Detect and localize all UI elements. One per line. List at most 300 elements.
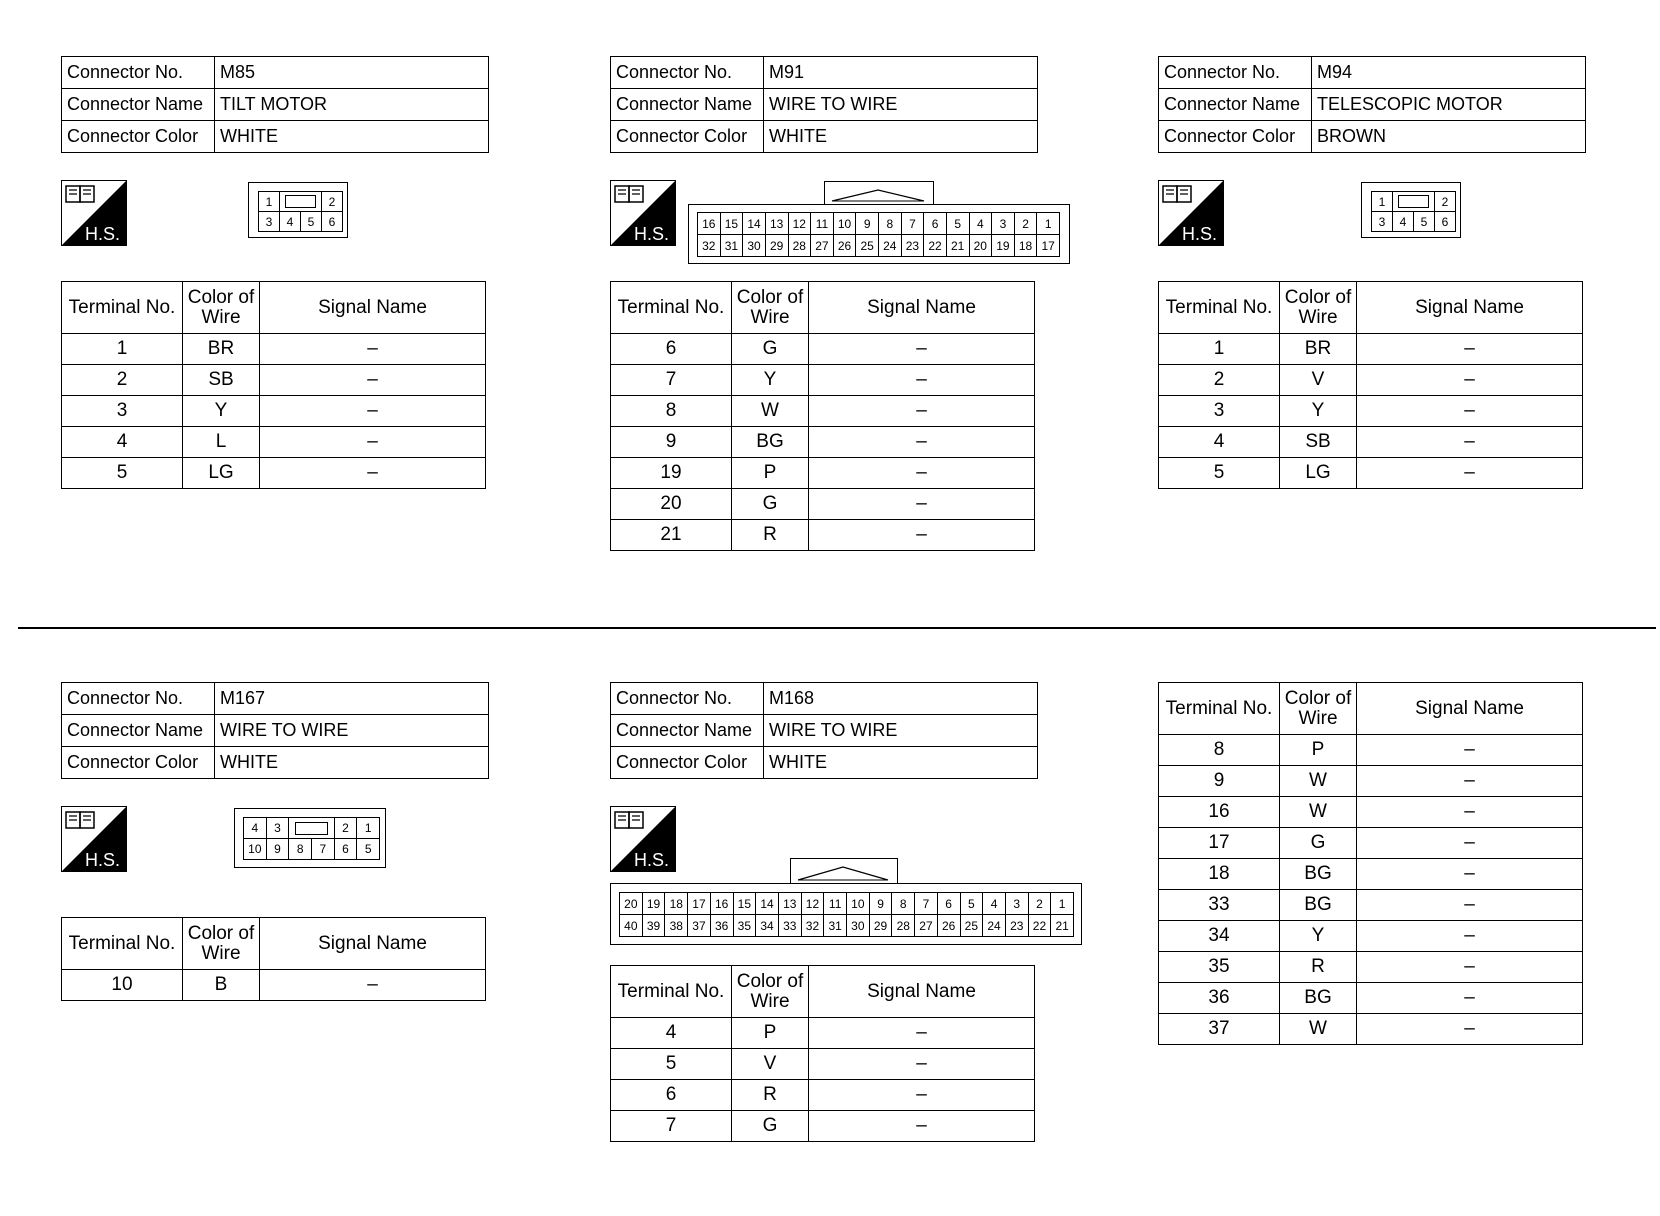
connector-info-m94	[1158, 56, 1586, 153]
connector-pin: 23	[902, 235, 925, 257]
connector-pin: 28	[789, 235, 812, 257]
connector-pin: 12	[789, 213, 812, 235]
hs-label: H.S.	[634, 850, 670, 870]
connector-info-table	[610, 56, 1038, 153]
header-signal-name: Signal Name	[260, 282, 486, 334]
signal-name-cell: –	[809, 365, 1035, 396]
connector-pin: 21	[1051, 915, 1074, 937]
hs-symbol-icon	[610, 806, 676, 872]
wire-color-cell: BG	[732, 427, 809, 458]
wire-color-cell: W	[732, 396, 809, 427]
connector-pin: 9	[870, 893, 893, 915]
terminal-no-cell: 36	[1159, 983, 1280, 1014]
connector-pin: 31	[721, 235, 744, 257]
header-color-of-wire: Color of Wire	[732, 966, 809, 1018]
terminal-no-cell: 1	[1159, 334, 1280, 365]
wire-color-cell: P	[732, 458, 809, 489]
connector-pin: 35	[734, 915, 757, 937]
connector-pin: 12	[802, 893, 825, 915]
terminal-no-cell: 10	[62, 970, 183, 1001]
signal-name-cell: –	[1357, 952, 1583, 983]
terminal-no-cell: 35	[1159, 952, 1280, 983]
signal-name-cell: –	[1357, 859, 1583, 890]
connector-pin: 39	[643, 915, 666, 937]
connector-pin: 19	[992, 235, 1015, 257]
label-connector-name: Connector Name	[1159, 89, 1312, 121]
header-terminal-no: Terminal No.	[1159, 282, 1280, 334]
hs-symbol-icon	[1158, 180, 1224, 246]
signal-name-cell: –	[260, 458, 486, 489]
connector-pin: 3	[259, 212, 280, 232]
table-row	[611, 1049, 1035, 1080]
wire-color-cell: G	[1280, 828, 1357, 859]
header-signal-name: Signal Name	[809, 966, 1035, 1018]
wire-color-cell: BR	[183, 334, 260, 365]
connector-info-table	[610, 682, 1038, 779]
connector-pin: 6	[938, 893, 961, 915]
connector-pin: 4	[280, 212, 301, 232]
signal-name-cell: –	[260, 334, 486, 365]
connector-face-m85	[248, 182, 348, 238]
terminal-no-cell: 7	[611, 1111, 732, 1142]
signal-name-cell: –	[1357, 458, 1583, 489]
terminal-no-cell: 4	[1159, 427, 1280, 458]
connector-pin: 13	[779, 893, 802, 915]
signal-name-cell: –	[809, 458, 1035, 489]
connector-pin: 18	[1015, 235, 1038, 257]
signal-name-cell: –	[1357, 797, 1583, 828]
connector-pin: 2	[322, 192, 343, 212]
connector-pin: 32	[802, 915, 825, 937]
connector-info-m167	[61, 682, 489, 779]
terminal-no-cell: 33	[1159, 890, 1280, 921]
connector-pin: 5	[301, 212, 322, 232]
connector-pin: 21	[947, 235, 970, 257]
connector-pin: 1	[1037, 213, 1060, 235]
terminal-no-cell: 4	[611, 1018, 732, 1049]
pin-grid	[1371, 191, 1456, 232]
connector-pin: 29	[870, 915, 893, 937]
signal-name-cell: –	[1357, 365, 1583, 396]
header-terminal-no: Terminal No.	[62, 282, 183, 334]
label-connector-name: Connector Name	[611, 715, 764, 747]
connector-pin: 8	[879, 213, 902, 235]
table-row	[611, 489, 1035, 520]
label-connector-name: Connector Name	[611, 89, 764, 121]
connector-pin: 10	[847, 893, 870, 915]
table-row	[1159, 921, 1583, 952]
connector-name: WIRE TO WIRE	[215, 715, 489, 747]
connector-pin: 11	[824, 893, 847, 915]
terminal-no-cell: 5	[611, 1049, 732, 1080]
label-connector-no: Connector No.	[1159, 57, 1312, 89]
label-connector-color: Connector Color	[611, 121, 764, 153]
connector-pin: 18	[665, 893, 688, 915]
signal-name-cell: –	[809, 1018, 1035, 1049]
connector-pin: 20	[620, 893, 643, 915]
connector-pin: 36	[711, 915, 734, 937]
table-row	[611, 427, 1035, 458]
connector-info-m91	[610, 56, 1038, 153]
label-connector-name: Connector Name	[62, 715, 215, 747]
terminal-no-cell: 7	[611, 365, 732, 396]
connector-no: M85	[215, 57, 489, 89]
table-row	[611, 520, 1035, 551]
connector-pin: 5	[961, 893, 984, 915]
terminal-table-m91	[610, 281, 1035, 551]
connector-pin: 40	[620, 915, 643, 937]
hs-label: H.S.	[85, 850, 121, 870]
wire-color-cell: V	[1280, 365, 1357, 396]
connector-lock-slot	[289, 818, 334, 839]
terminal-no-cell: 16	[1159, 797, 1280, 828]
table-row	[611, 1018, 1035, 1049]
connector-pin: 7	[312, 839, 335, 860]
connector-pin: 6	[335, 839, 358, 860]
terminal-no-cell: 2	[62, 365, 183, 396]
signal-name-cell: –	[1357, 396, 1583, 427]
terminal-table-m167	[61, 917, 486, 1001]
connector-pin: 5	[1414, 212, 1435, 232]
terminal-table-m168-continued	[1158, 682, 1583, 1045]
terminal-no-cell: 6	[611, 334, 732, 365]
connector-info-m168	[610, 682, 1038, 779]
table-row	[611, 1080, 1035, 1111]
terminal-no-cell: 2	[1159, 365, 1280, 396]
terminal-table	[1158, 281, 1583, 489]
terminal-no-cell: 3	[62, 396, 183, 427]
terminal-no-cell: 5	[1159, 458, 1280, 489]
terminal-table-m85	[61, 281, 486, 489]
connector-pin: 29	[766, 235, 789, 257]
wire-color-cell: Y	[732, 365, 809, 396]
signal-name-cell: –	[1357, 921, 1583, 952]
signal-name-cell: –	[1357, 1014, 1583, 1045]
signal-name-cell: –	[1357, 828, 1583, 859]
table-row	[1159, 983, 1583, 1014]
connector-pin: 20	[970, 235, 993, 257]
table-row	[1159, 427, 1583, 458]
signal-name-cell: –	[809, 427, 1035, 458]
wire-color-cell: G	[732, 1111, 809, 1142]
connector-pin: 17	[688, 893, 711, 915]
connector-info-table	[61, 56, 489, 153]
connector-pin: 10	[244, 839, 267, 860]
header-color-of-wire: Color of Wire	[1280, 282, 1357, 334]
wire-color-cell: Y	[183, 396, 260, 427]
wire-color-cell: BG	[1280, 890, 1357, 921]
hs-label: H.S.	[1182, 224, 1218, 244]
connector-pin: 6	[322, 212, 343, 232]
wire-color-cell: G	[732, 334, 809, 365]
signal-name-cell: –	[1357, 983, 1583, 1014]
table-row	[1159, 828, 1583, 859]
header-color-of-wire: Color of Wire	[183, 918, 260, 970]
table-row	[62, 396, 486, 427]
terminal-table-m94	[1158, 281, 1583, 489]
terminal-no-cell: 5	[62, 458, 183, 489]
connector-no: M91	[764, 57, 1038, 89]
label-connector-color: Connector Color	[1159, 121, 1312, 153]
pin-grid	[243, 817, 380, 860]
connector-info-table	[61, 682, 489, 779]
terminal-no-cell: 6	[611, 1080, 732, 1111]
terminal-table	[61, 917, 486, 1001]
connector-pin: 2	[335, 818, 358, 839]
table-row	[1159, 890, 1583, 921]
connector-pin: 25	[961, 915, 984, 937]
connector-no: M168	[764, 683, 1038, 715]
connector-pin: 9	[856, 213, 879, 235]
terminal-table	[610, 965, 1035, 1142]
terminal-no-cell: 8	[611, 396, 732, 427]
connector-pin: 4	[244, 818, 267, 839]
connector-pin: 27	[915, 915, 938, 937]
connector-color: WHITE	[215, 747, 489, 779]
connector-color: BROWN	[1312, 121, 1586, 153]
signal-name-cell: –	[1357, 766, 1583, 797]
table-row	[611, 1111, 1035, 1142]
connector-pin: 7	[915, 893, 938, 915]
connector-pin: 19	[643, 893, 666, 915]
key-chevron-icon	[830, 187, 926, 205]
connector-pin: 4	[983, 893, 1006, 915]
header-signal-name: Signal Name	[1357, 683, 1583, 735]
wire-color-cell: R	[1280, 952, 1357, 983]
hs-symbol-icon	[61, 180, 127, 246]
wire-color-cell: Y	[1280, 396, 1357, 427]
table-row	[1159, 735, 1583, 766]
hs-symbol-icon	[610, 180, 676, 246]
label-connector-no: Connector No.	[611, 683, 764, 715]
harness-side-icon	[1158, 180, 1224, 246]
connector-info-m85	[61, 56, 489, 153]
signal-name-cell: –	[260, 970, 486, 1001]
terminal-no-cell: 34	[1159, 921, 1280, 952]
terminal-no-cell: 37	[1159, 1014, 1280, 1045]
header-signal-name: Signal Name	[809, 282, 1035, 334]
connector-pin: 37	[688, 915, 711, 937]
wire-color-cell: P	[732, 1018, 809, 1049]
connector-pin: 3	[1372, 212, 1393, 232]
terminal-table-m168	[610, 965, 1035, 1142]
connector-name: TELESCOPIC MOTOR	[1312, 89, 1586, 121]
signal-name-cell: –	[260, 365, 486, 396]
connector-name: WIRE TO WIRE	[764, 715, 1038, 747]
table-row	[62, 458, 486, 489]
table-row	[1159, 952, 1583, 983]
connector-pin: 8	[892, 893, 915, 915]
connector-pin: 6	[1435, 212, 1456, 232]
terminal-no-cell: 21	[611, 520, 732, 551]
terminal-no-cell: 1	[62, 334, 183, 365]
connector-color: WHITE	[764, 121, 1038, 153]
wire-color-cell: V	[732, 1049, 809, 1080]
harness-side-icon	[61, 806, 127, 872]
signal-name-cell: –	[809, 1080, 1035, 1111]
lock-tab-icon	[1398, 195, 1429, 207]
wire-color-cell: G	[732, 489, 809, 520]
table-row	[1159, 365, 1583, 396]
wire-color-cell: L	[183, 427, 260, 458]
connector-pin: 31	[824, 915, 847, 937]
connector-pin: 25	[856, 235, 879, 257]
connector-pin: 23	[1006, 915, 1029, 937]
hs-label: H.S.	[85, 224, 121, 244]
connector-pin: 2	[1029, 893, 1052, 915]
connector-pin: 16	[698, 213, 721, 235]
connector-pin: 16	[711, 893, 734, 915]
connector-color: WHITE	[764, 747, 1038, 779]
harness-side-icon	[610, 180, 676, 246]
terminal-no-cell: 19	[611, 458, 732, 489]
connector-pin: 26	[938, 915, 961, 937]
header-color-of-wire: Color of Wire	[732, 282, 809, 334]
terminal-no-cell: 9	[611, 427, 732, 458]
wire-color-cell: BG	[1280, 983, 1357, 1014]
header-terminal-no: Terminal No.	[62, 918, 183, 970]
terminal-no-cell: 20	[611, 489, 732, 520]
connector-pin: 10	[834, 213, 857, 235]
connector-pin: 17	[1037, 235, 1060, 257]
wire-color-cell: LG	[1280, 458, 1357, 489]
connector-pin: 1	[1372, 192, 1393, 212]
connector-pin: 9	[267, 839, 290, 860]
table-row	[611, 334, 1035, 365]
connector-face-m91	[688, 204, 1070, 264]
table-row	[62, 970, 486, 1001]
connector-pin: 28	[892, 915, 915, 937]
connector-pin: 5	[947, 213, 970, 235]
header-terminal-no: Terminal No.	[611, 966, 732, 1018]
pin-grid	[619, 892, 1074, 937]
connector-name: WIRE TO WIRE	[764, 89, 1038, 121]
connector-name: TILT MOTOR	[215, 89, 489, 121]
terminal-no-cell: 8	[1159, 735, 1280, 766]
wire-color-cell: B	[183, 970, 260, 1001]
signal-name-cell: –	[1357, 735, 1583, 766]
connector-pin: 24	[983, 915, 1006, 937]
header-color-of-wire: Color of Wire	[183, 282, 260, 334]
signal-name-cell: –	[809, 396, 1035, 427]
terminal-table	[61, 281, 486, 489]
wire-color-cell: P	[1280, 735, 1357, 766]
connector-color: WHITE	[215, 121, 489, 153]
connector-pin: 38	[665, 915, 688, 937]
table-row	[62, 334, 486, 365]
table-row	[1159, 458, 1583, 489]
table-row	[1159, 334, 1583, 365]
connector-no: M167	[215, 683, 489, 715]
hs-symbol-icon	[61, 806, 127, 872]
hs-label: H.S.	[634, 224, 670, 244]
wire-color-cell: R	[732, 520, 809, 551]
header-signal-name: Signal Name	[1357, 282, 1583, 334]
table-row	[62, 365, 486, 396]
lock-tab-icon	[295, 822, 328, 835]
lock-tab-icon	[285, 195, 316, 207]
connector-pin: 3	[992, 213, 1015, 235]
header-color-of-wire: Color of Wire	[1280, 683, 1357, 735]
wire-color-cell: LG	[183, 458, 260, 489]
wire-color-cell: BR	[1280, 334, 1357, 365]
terminal-no-cell: 18	[1159, 859, 1280, 890]
connector-pin: 3	[1006, 893, 1029, 915]
connector-pin: 32	[698, 235, 721, 257]
connector-pin: 13	[766, 213, 789, 235]
signal-name-cell: –	[809, 334, 1035, 365]
connector-pin: 4	[970, 213, 993, 235]
signal-name-cell: –	[1357, 890, 1583, 921]
connector-info-table	[1158, 56, 1586, 153]
header-terminal-no: Terminal No.	[1159, 683, 1280, 735]
connector-pin: 14	[756, 893, 779, 915]
signal-name-cell: –	[809, 1111, 1035, 1142]
connector-pin: 15	[734, 893, 757, 915]
wire-color-cell: W	[1280, 766, 1357, 797]
connector-pin: 2	[1015, 213, 1038, 235]
signal-name-cell: –	[809, 520, 1035, 551]
connector-pin: 1	[357, 818, 380, 839]
connector-face-m167	[234, 808, 386, 868]
connector-pin: 8	[289, 839, 312, 860]
table-row	[1159, 396, 1583, 427]
wire-color-cell: W	[1280, 797, 1357, 828]
connector-pin: 33	[779, 915, 802, 937]
connector-face-m94	[1361, 182, 1461, 238]
label-connector-no: Connector No.	[611, 57, 764, 89]
connector-pin: 27	[811, 235, 834, 257]
terminal-table	[1158, 682, 1583, 1045]
connector-lock-slot	[280, 192, 322, 212]
harness-side-icon	[610, 806, 676, 872]
connector-pin: 5	[357, 839, 380, 860]
connector-pin: 22	[924, 235, 947, 257]
signal-name-cell: –	[809, 1049, 1035, 1080]
connector-pin: 22	[1029, 915, 1052, 937]
wire-color-cell: SB	[183, 365, 260, 396]
wire-color-cell: W	[1280, 1014, 1357, 1045]
label-connector-no: Connector No.	[62, 683, 215, 715]
connector-pin: 26	[834, 235, 857, 257]
connector-pin: 34	[756, 915, 779, 937]
label-connector-name: Connector Name	[62, 89, 215, 121]
label-connector-color: Connector Color	[62, 121, 215, 153]
connector-pin: 4	[1393, 212, 1414, 232]
connector-pin: 6	[924, 213, 947, 235]
connector-pin: 3	[267, 818, 290, 839]
table-row	[1159, 797, 1583, 828]
table-row	[1159, 859, 1583, 890]
connector-lock-slot	[1393, 192, 1435, 212]
wire-color-cell: BG	[1280, 859, 1357, 890]
terminal-no-cell: 9	[1159, 766, 1280, 797]
connector-face-m168	[610, 883, 1082, 945]
connector-pin: 14	[743, 213, 766, 235]
wire-color-cell: R	[732, 1080, 809, 1111]
connector-pin: 30	[743, 235, 766, 257]
pin-grid	[258, 191, 343, 232]
signal-name-cell: –	[260, 396, 486, 427]
terminal-no-cell: 3	[1159, 396, 1280, 427]
section-divider	[18, 627, 1656, 629]
label-connector-color: Connector Color	[62, 747, 215, 779]
label-connector-no: Connector No.	[62, 57, 215, 89]
signal-name-cell: –	[809, 489, 1035, 520]
key-chevron-icon	[796, 864, 890, 884]
signal-name-cell: –	[1357, 334, 1583, 365]
table-row	[62, 427, 486, 458]
